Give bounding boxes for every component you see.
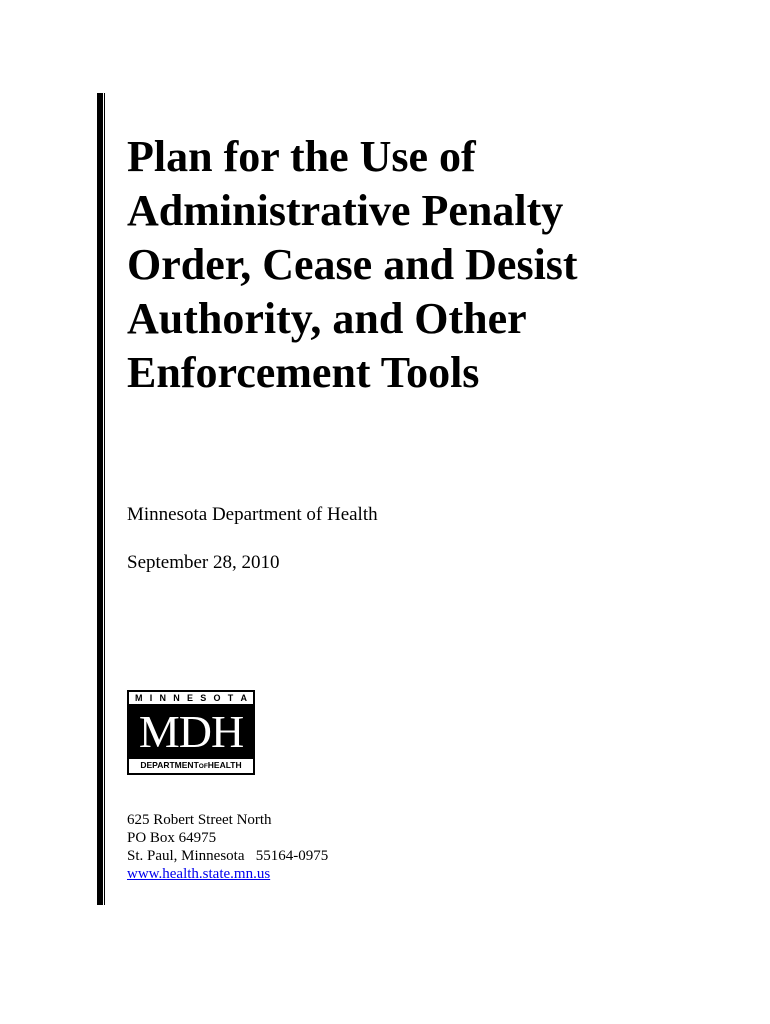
logo-letter: A xyxy=(240,693,247,703)
logo-letter: M xyxy=(135,693,143,703)
logo-of-word: OF xyxy=(198,763,208,770)
address-city-line: St. Paul, Minnesota 55164-0975 xyxy=(127,848,329,864)
logo-department-word: DEPARTMENT xyxy=(140,760,199,770)
title-line-2: Administrative Penalty xyxy=(127,186,564,235)
logo-letter: I xyxy=(149,693,153,703)
document-title xyxy=(127,130,727,400)
document-date: September 28, 2010 xyxy=(127,552,280,573)
address-block xyxy=(127,811,328,883)
vertical-rule xyxy=(97,93,103,905)
mdh-logo xyxy=(127,690,255,775)
title-line-4: Authority, and Other xyxy=(127,294,527,343)
logo-department-text xyxy=(129,757,253,773)
logo-state-name xyxy=(129,692,253,706)
logo-letter: S xyxy=(200,693,207,703)
logo-letter: T xyxy=(227,693,234,703)
title-line-1: Plan for the Use of xyxy=(127,132,476,181)
address-street: 625 Robert Street North xyxy=(127,812,272,828)
logo-letter: E xyxy=(186,693,193,703)
title-line-5: Enforcement Tools xyxy=(127,348,480,397)
logo-health-word: HEALTH xyxy=(207,760,242,770)
address-po-box: PO Box 64975 xyxy=(127,830,217,846)
logo-letter: N xyxy=(159,693,166,703)
website-link[interactable]: www.health.state.mn.us xyxy=(127,866,271,882)
organization-name: Minnesota Department of Health xyxy=(127,504,378,525)
logo-mdh-text: MDH xyxy=(129,706,253,757)
logo-letter: N xyxy=(173,693,180,703)
logo-letter: O xyxy=(213,693,221,703)
title-line-3: Order, Cease and Desist xyxy=(127,240,578,289)
